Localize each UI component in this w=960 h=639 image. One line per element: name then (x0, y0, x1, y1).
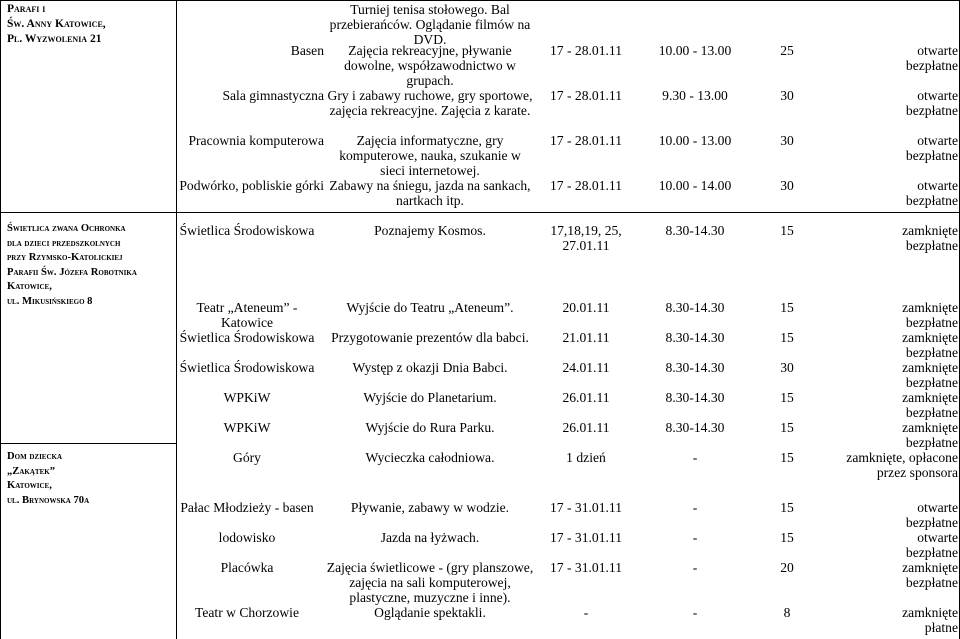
cell-status: zamknięte (902, 360, 958, 375)
cell-activity: Wyjście do Planetarium. (363, 390, 497, 405)
cell-hours: - (692, 500, 698, 515)
cell-status: zamknięte (902, 420, 958, 435)
cell-count: 30 (780, 133, 794, 148)
organization-cell (7, 2, 106, 47)
cell-hours: 8.30-14.30 (665, 420, 725, 435)
org-line: Katowice, (7, 480, 52, 491)
org-line: ul. Brynowska 70a (7, 494, 90, 506)
cell-date: 17,18,19, 25, 27.01.11 (550, 223, 622, 253)
cell-status: bezpłatne (905, 405, 958, 420)
cell-date: 20.01.11 (562, 300, 610, 315)
cell-status: bezpłatne (905, 238, 958, 253)
cell-status: bezpłatne (905, 345, 958, 360)
org-line: Parafi i (7, 3, 46, 15)
cell-status: otwarte (917, 43, 958, 58)
cell-place: Pracownia komputerowa (188, 133, 324, 148)
cell-status: przez sponsora (876, 465, 958, 480)
cell-place: Góry (233, 450, 261, 465)
cell-status: bezpłatne (905, 148, 958, 163)
cell-count: 15 (780, 420, 794, 435)
org-line: Parafii Św. Józefa Robotnika (7, 266, 137, 278)
cell-count: 15 (780, 500, 794, 515)
cell-place: Placówka (220, 560, 274, 575)
cell-count: 15 (780, 223, 794, 238)
cell-count: 25 (780, 43, 794, 58)
cell-activity: Zabawy na śniegu, jazda na sankach, nartkach itp. (329, 178, 531, 208)
cell-place: Pałac Młodzieży - basen (180, 500, 314, 515)
cell-place: Teatr w Chorzowie (195, 605, 299, 620)
cell-place: lodowisko (218, 530, 276, 545)
cell-status: bezpłatne (905, 375, 958, 390)
cell-count: 30 (780, 88, 794, 103)
cell-status: zamknięte (902, 560, 958, 575)
cell-status: otwarte (917, 178, 958, 193)
cell-date: 17 - 28.01.11 (550, 88, 622, 103)
cell-activity: Zajęcia informatyczne, gry komputerowe, nauka, szukanie w sieci internetowej. (339, 133, 521, 178)
cell-date: 17 - 28.01.11 (550, 178, 622, 193)
organization-cell (7, 222, 137, 309)
cell-place: Podwórko, pobliskie górki (179, 178, 324, 193)
cell-hours: 9.30 - 13.00 (662, 88, 728, 103)
cell-status: bezpłatne (905, 575, 958, 590)
organization-cell (7, 450, 89, 508)
cell-hours: 8.30-14.30 (665, 300, 725, 315)
org-line: przy Rzymsko-Katolickiej (7, 252, 123, 263)
cell-status: bezpłatne (905, 545, 958, 560)
table-border-top (0, 0, 960, 1)
cell-count: 20 (780, 560, 794, 575)
cell-place: WPKiW (223, 420, 271, 435)
cell-activity: Poznajemy Kosmos. (374, 223, 486, 238)
cell-hours: - (692, 560, 698, 575)
cell-date: 17 - 28.01.11 (550, 43, 622, 58)
cell-date: 17 - 28.01.11 (550, 133, 622, 148)
cell-count: 15 (780, 450, 794, 465)
cell-status: bezpłatne (905, 103, 958, 118)
org-line: ul. Mikusińskiego 8 (7, 295, 93, 307)
cell-date: 26.01.11 (562, 390, 610, 405)
cell-place: Sala gimnastyczna (222, 88, 324, 103)
cell-place: Świetlica Środowiskowa (179, 330, 315, 345)
cell-date: 1 dzień (566, 450, 606, 465)
table-border-left (0, 0, 1, 639)
cell-status: bezpłatne (905, 515, 958, 530)
cell-count: 8 (783, 605, 791, 620)
cell-date: 17 - 31.01.11 (550, 500, 622, 515)
cell-hours: - (692, 530, 698, 545)
org-line: dla dzieci przedszkolnych (7, 237, 121, 249)
cell-status: zamknięte (902, 605, 958, 620)
cell-status: zamknięte (902, 223, 958, 238)
cell-hours: 10.00 - 13.00 (658, 133, 732, 148)
cell-status: bezpłatne (905, 435, 958, 450)
cell-date: - (583, 605, 589, 620)
cell-activity: Występ z okazji Dnia Babci. (352, 360, 508, 375)
cell-activity: Pływanie, zabawy w wodzie. (350, 500, 510, 515)
cell-status: otwarte (917, 133, 958, 148)
cell-activity: Turniej tenisa stołowego. Bal przebierańców. Oglądanie filmów na DVD. (329, 2, 531, 47)
cell-place: WPKiW (223, 390, 271, 405)
cell-activity: Oglądanie spektakli. (374, 605, 486, 620)
cell-status: płatne (924, 620, 958, 635)
cell-activity: Przygotowanie prezentów dla babci. (331, 330, 529, 345)
cell-hours: 8.30-14.30 (665, 330, 725, 345)
cell-count: 15 (780, 390, 794, 405)
cell-count: 15 (780, 330, 794, 345)
cell-count: 15 (780, 300, 794, 315)
cell-hours: - (692, 450, 698, 465)
cell-status: bezpłatne (905, 193, 958, 208)
cell-date: 26.01.11 (562, 420, 610, 435)
cell-hours: 8.30-14.30 (665, 390, 725, 405)
cell-status: zamknięte, opłacone (846, 450, 958, 465)
table-row-divider (0, 443, 177, 444)
cell-place: Teatr „Ateneum” - Katowice (196, 300, 298, 330)
cell-hours: 10.00 - 13.00 (658, 43, 732, 58)
org-line: Pl. Wyzwolenia 21 (7, 33, 102, 45)
org-line: Katowice, (7, 281, 52, 292)
org-line: Św. Anny Katowice, (7, 18, 106, 30)
cell-activity: Zajęcia rekreacyjne, pływanie dowolne, współzawodnictwo w grupach. (344, 43, 516, 88)
cell-activity: Wycieczka całodniowa. (365, 450, 495, 465)
cell-date: 21.01.11 (562, 330, 610, 345)
cell-activity: Zajęcia świetlicowe - (gry planszowe, zajęcia na sali komputerowej, plastyczne, muzyczne i inne). (326, 560, 534, 605)
cell-status: otwarte (917, 530, 958, 545)
cell-count: 15 (780, 530, 794, 545)
cell-activity: Jazda na łyżwach. (380, 530, 480, 545)
cell-status: zamknięte (902, 300, 958, 315)
org-line: „Zakątek” (7, 465, 55, 477)
cell-activity: Wyjście do Rura Parku. (365, 420, 495, 435)
cell-place: Świetlica Środowiskowa (179, 360, 315, 375)
cell-hours: 10.00 - 14.00 (658, 178, 732, 193)
cell-place: Basen (290, 43, 324, 58)
cell-hours: 8.30-14.30 (665, 360, 725, 375)
cell-activity: Gry i zabawy ruchowe, gry sportowe, zajęcia rekreacyjne. Zajęcia z karate. (327, 88, 533, 118)
cell-hours: - (692, 605, 698, 620)
cell-status: bezpłatne (905, 58, 958, 73)
cell-activity: Wyjście do Teatru „Ateneum”. (346, 300, 514, 315)
cell-status: otwarte (917, 500, 958, 515)
cell-status: bezpłatne (905, 315, 958, 330)
cell-place: Świetlica Środowiskowa (179, 223, 315, 238)
org-line: Dom dziecka (7, 451, 63, 462)
cell-date: 17 - 31.01.11 (550, 530, 622, 545)
cell-count: 30 (780, 360, 794, 375)
cell-status: zamknięte (902, 330, 958, 345)
cell-hours: 8.30-14.30 (665, 223, 725, 238)
cell-status: otwarte (917, 88, 958, 103)
cell-date: 24.01.11 (562, 360, 610, 375)
cell-status: zamknięte (902, 390, 958, 405)
cell-date: 17 - 31.01.11 (550, 560, 622, 575)
table-row-divider (0, 212, 960, 213)
org-line: Świetlica zwana Ochronka (7, 223, 126, 234)
cell-count: 30 (780, 178, 794, 193)
